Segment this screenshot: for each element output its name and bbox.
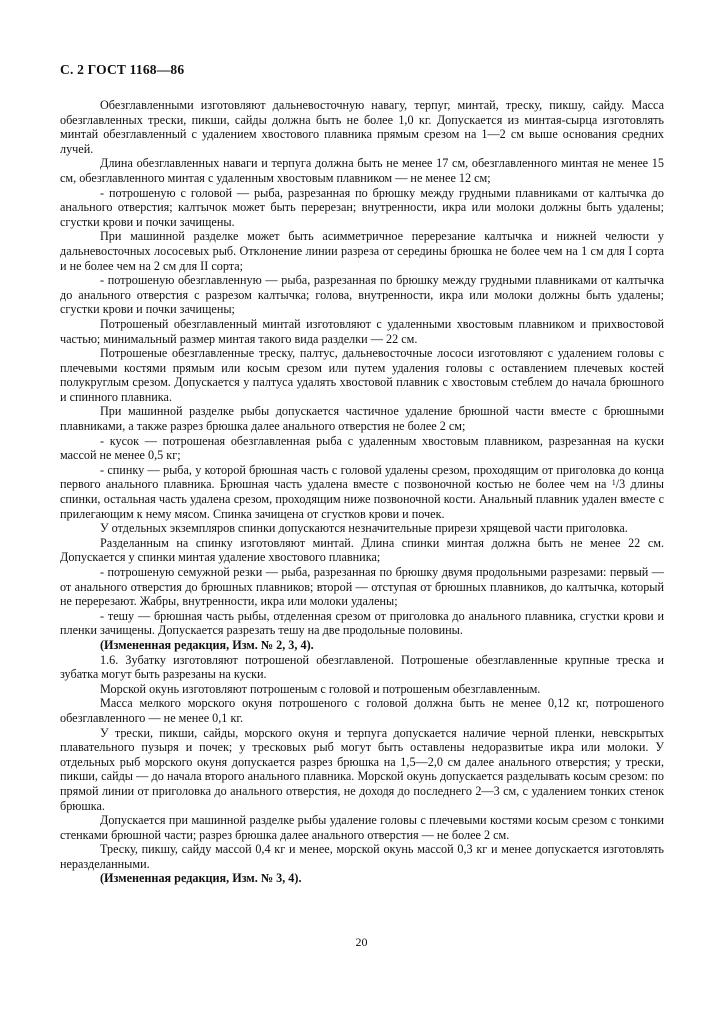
page-header: С. 2 ГОСТ 1168—86 (60, 62, 185, 77)
paragraph: Треску, пикшу, сайду массой 0,4 кг и менее, морской окунь массой 0,3 кг и менее допускается изготовлять неразделанными. (60, 842, 664, 871)
paragraph: Допускается при машинной разделке рыбы удаление головы с плечевыми костями косым срезом с тонкими стенками брюшной части; разрез брюшка далее анального отверстия — не более 2 см. (60, 813, 664, 842)
document-page (60, 62, 664, 886)
paragraph: - потрошеную обезглавленную — рыба, разрезанная по брюшку между грудными плавниками от калтычка до анального отверстия с разрезом калтычка; голова, внутренности, икра или молоки должны быть удалены; сгустки крови и почки зачищены; (60, 273, 664, 317)
spinka-text-after: длины спинки, остальная часть удалена срезом, проходящим ниже позвоночной кости. Анальный плавник удален вместе с прилегающим к нему мясом. Спинка зачищена от сгустков крови и почек. (60, 477, 664, 521)
paragraph: - потрошеную семужной резки — рыба, разрезанная по брюшку двумя продольными разрезами: первый — от анального отверстия до брюшных плавников; второй — отступая от брюшных плавников, до калтычка, который не перерезают. Жабры, внутренности, икра или молоки удалены; (60, 565, 664, 609)
paragraph: Потрошеный обезглавленный минтай изготовляют с удаленными хвостовым плавником и прихвостовой частью; минимальный размер минтая такого вида разделки — 22 см. (60, 316, 664, 346)
paragraph-spinka: - спинку — рыба, у которой брюшная часть с головой удалены срезом, проходящим от приголовка до конца первого анального плавника. Брюшная часть удалена вместе с позвоночной костью не более чем на $^1$/3 длины спинки, остальная часть удалена срезом, проходящим ниже позвоночной кости. Анальный плавник удален вместе с прилегающим к нему мясом. Спинка зачищена от сгустков крови и почек. (60, 462, 664, 521)
paragraph: Длина обезглавленных наваги и терпуга должна быть не менее 17 см, обезглавленного минтая не менее 15 см, обезглавленного минтая с удаленным хвостовым плавником — не менее 12 см; (60, 156, 664, 185)
paragraph: Потрошеные обезглавленные треску, палтус, дальневосточные лососи изготовляют с удалением головы с плечевыми костями прямым или косым срезом или путем удаления головы с оставлением плечевых костей полукруглым срезом. Допускается у палтуса удалять хвостовой плавник с хвостовым стеблем до начала брюшного и спинного плавника. (60, 346, 664, 404)
paragraph: 1.6. Зубатку изготовляют потрошеной обезглавленой. Потрошеные обезглавленные крупные треска и зубатка могут быть разрезаны на куски. (60, 652, 664, 682)
fraction-denominator: 3 (619, 477, 626, 492)
paragraph: При машинной разделке рыбы допускается частичное удаление брюшной части вместе с брюшными плавниками, а также разрез брюшка далее анального отверстия не более 2 см; (60, 404, 664, 434)
paragraph: У трески, пикши, сайды, морского окуня и терпуга допускается наличие черной пленки, невскрытых плавательного пузыря и почек; у тресковых рыб могут быть оставлены недоразвитые икра или молоки. У отдельных рыб морского окуня допускается разрез брюшка на 1,5—2,0 см далее анального отверстия; у трески, пикши, сайды — до начала второго анального плавника. Морской окунь допускается разделывать косым срезом: по прямой линии от приголовка до анального отверстия, не доходя до последнего 2—3 см, с удалением тонких стенок брюшка. (60, 725, 664, 813)
paragraph: - потрошеную с головой — рыба, разрезанная по брюшку между грудными плавниками от калтычка до анального отверстия; калтычок может быть перерезан; внутренности, икра или молоки должны быть удалены; сгустки крови и почки зачищены. (60, 185, 664, 229)
page-number: 20 (355, 935, 368, 949)
paragraph: Обезглавленными изготовляют дальневосточную навагу, терпуг, минтай, треску, пикшу, сайду. Масса обезглавленных трески, пикши, сайды должна быть не более 1,0 кг. Допускается из минтая-сырца изготовлять минтай обезглавленный с удалением хвостового плавника прямым срезом на 1—2 см выше основания средних лучей. (60, 98, 664, 156)
paragraph: У отдельных экземпляров спинки допускаются незначительные прирези хрящевой части приголовка. (100, 521, 628, 536)
fraction-numerator: 1 (611, 478, 616, 488)
amendment-note: (Измененная редакция, Изм. № 3, 4). (100, 871, 302, 886)
paragraph: Морской окунь изготовляют потрошеным с головой и потрошеным обезглавленным. (100, 681, 541, 696)
paragraph: Масса мелкого морского окуня потрошеного с головой должна быть не менее 0,12 кг, потрошеного обезглавленного — не менее 0,1 кг. (60, 696, 664, 725)
paragraph: Разделанным на спинку изготовляют минтай. Длина спинки минтая должна быть не менее 22 см. Допускается у спинки минтая удаление хвостового плавника; (60, 535, 664, 565)
spinka-text-before: - спинку — рыба, у которой брюшная часть с головой удалены срезом, проходящим от приголовка до конца первого анального плавника. Брюшная часть удалена вместе с позвоночной костью не более чем на (60, 462, 664, 492)
paragraph: - кусок — потрошеная обезглавленная рыба с удаленным хвостовым плавником, разрезанная на куски массой не менее 0,5 кг; (60, 433, 664, 463)
paragraph: При машинной разделке может быть асимметричное перерезание калтычка и нижней челюсти у дальневосточных лососевых рыб. Отклонение линии разреза от середины брюшка не более чем на 1 см для I сорта и не более чем на 2 см для II сорта; (60, 229, 664, 273)
paragraph: - тешу — брюшная часть рыбы, отделенная срезом от приголовка до анального плавника, сгустки крови и пленки зачищены. Допускается разрезать тешу на две продольные половины. (60, 608, 664, 638)
amendment-note: (Измененная редакция, Изм. № 2, 3, 4). (100, 637, 314, 652)
